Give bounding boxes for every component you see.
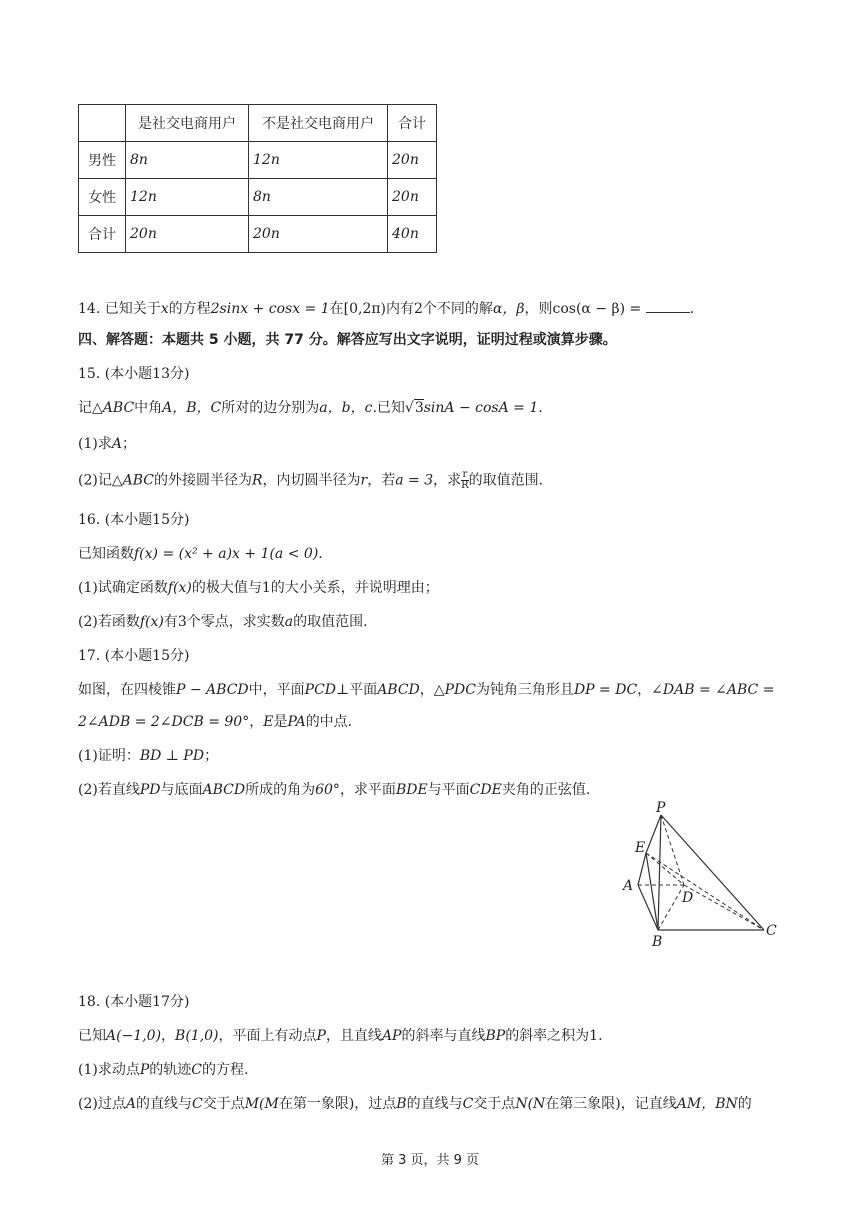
text: ，平面上有动点 (218, 1028, 317, 1044)
text: ，则 (524, 301, 553, 317)
text: 已知 (78, 1028, 106, 1044)
edge-BD (658, 885, 684, 930)
edge-PD (661, 815, 684, 885)
text: 的直线与 (135, 1096, 192, 1112)
math: N(N (515, 1096, 546, 1112)
table-row (79, 216, 437, 253)
math: ABCD (377, 682, 420, 698)
math: C (191, 1096, 203, 1112)
math: a (284, 614, 294, 630)
math: AP (381, 1028, 402, 1044)
math: B (396, 1096, 407, 1112)
math: sinA − cosA = 1 (423, 400, 539, 416)
text: 所对的边分别为 (221, 400, 320, 416)
table-cell: 8n (249, 179, 388, 216)
table-cell: 20n (388, 142, 437, 179)
text: 在第一象限)，过点 (278, 1096, 397, 1112)
text: ，且直线 (325, 1028, 382, 1044)
math: C (191, 1062, 202, 1078)
text: . (689, 301, 695, 317)
text: (1)求动点 (78, 1062, 140, 1078)
table-header-cell: 是社交电商用户 (126, 105, 249, 142)
text: . (538, 400, 543, 416)
math: a，b，c (319, 400, 373, 416)
table-cell: 20n (249, 216, 388, 253)
page-footer: 第 3 页，共 9 页 (380, 1153, 480, 1168)
math: DP = DC (573, 682, 638, 698)
math: A(−1,0) (106, 1028, 162, 1044)
question-17-part-2 (78, 780, 590, 800)
label-D: D (682, 890, 694, 906)
question-15-stem: 记△ABC中角A，B，C所对的边分别为a，b，c.已知√3sinA − cosA = 1. (78, 400, 543, 416)
text: 为钝角三角形且 (475, 682, 574, 698)
text: ，内切圆半径为 (262, 472, 361, 489)
fraction (461, 470, 469, 491)
question-15-header: 15. (本小题13分) (78, 366, 190, 382)
table-header-row (79, 105, 437, 142)
table-cell: 合计 (79, 216, 126, 253)
math: A (111, 436, 122, 452)
table-cell: 12n (126, 179, 249, 216)
edge-EA (638, 853, 646, 885)
math: AM，BN (676, 1096, 738, 1112)
text: 的取值范围. (293, 614, 368, 630)
math: P − ABCD (176, 682, 249, 698)
math: A (125, 1096, 136, 1112)
text: (2)记△ (78, 472, 123, 489)
math: ABCD (202, 782, 246, 798)
math: PCD (304, 682, 337, 698)
text: .已知 (372, 400, 405, 416)
math: ABC (102, 400, 135, 416)
math: R (251, 472, 263, 489)
math: 2∠ADB = 2∠DCB = 90° (78, 714, 250, 730)
fraction-numerator: r (462, 469, 468, 480)
text: 有3个零点，求实数 (163, 614, 285, 630)
table-row (79, 179, 437, 216)
math: CDE (469, 782, 502, 798)
text: 与底面 (160, 782, 203, 798)
label-B: B (652, 934, 663, 950)
text: ， (637, 682, 652, 698)
answer-blank[interactable] (646, 298, 690, 313)
math: C (462, 1096, 474, 1112)
text: 的方程 (168, 301, 211, 317)
label-A: A (623, 878, 634, 894)
text: 的外接圆半径为 (153, 472, 252, 489)
text: ， (161, 1028, 176, 1044)
text: 的方程. (201, 1062, 249, 1078)
pyramid-figure (618, 800, 788, 950)
question-17-part-1 (78, 746, 218, 766)
section-title: 四、解答题：本题共 5 小题，共 77 分。解答应写出文字说明，证明过程或演算步骤。 (78, 332, 617, 348)
question-15-part-2 (78, 470, 543, 491)
question-17-stem-line-1 (78, 680, 774, 700)
text: 的极大值与1的大小关系，并说明理由； (191, 580, 439, 596)
text: ⊥平面 (336, 682, 378, 698)
math: r (360, 472, 368, 489)
text: (1)求 (78, 436, 112, 452)
text: 夹角的正弦值. (501, 782, 591, 798)
question-17-stem-line-2 (78, 712, 352, 732)
edge-EB (646, 853, 658, 930)
table-cell: 12n (249, 142, 388, 179)
text: 交于点 (202, 1096, 245, 1112)
text: 的直线与 (406, 1096, 463, 1112)
text: (2)若直线 (78, 782, 140, 798)
math: E (263, 714, 274, 730)
stats-table (78, 104, 437, 253)
question-15-part-1 (78, 434, 136, 454)
question-number: 14. (78, 301, 101, 317)
text: ， (249, 714, 264, 730)
label-P: P (656, 800, 666, 816)
question-14 (78, 298, 694, 319)
question-18-part-2 (78, 1094, 752, 1114)
math: BD ⊥ PD (139, 748, 205, 764)
label-C: C (766, 923, 777, 939)
math: P (139, 1062, 150, 1078)
table-row (79, 142, 437, 179)
text: 的斜率之积为1. (505, 1028, 603, 1044)
text: ，求 (433, 472, 462, 489)
table-header-cell: 合计 (388, 105, 437, 142)
table-cell: 20n (126, 216, 249, 253)
text: 已知函数 (78, 546, 134, 562)
text: ； (204, 748, 219, 764)
table-cell: 女性 (79, 179, 126, 216)
text: . (318, 546, 323, 562)
text: 是 (273, 714, 288, 730)
text: ； (121, 436, 136, 452)
question-16-part-1 (78, 578, 439, 598)
math: f(x) (167, 580, 192, 596)
text: 的中点. (305, 714, 353, 730)
math: x (160, 301, 169, 317)
math: M(M (244, 1096, 279, 1112)
text: 在第三象限)，记直线 (545, 1096, 677, 1112)
math: f(x) = (x² + a)x + 1(a < 0) (134, 546, 319, 562)
text: 所成的角为 (245, 782, 316, 798)
math: α，β (492, 301, 525, 317)
math: cos(α − β) = (552, 301, 642, 317)
table-header-cell: 不是社交电商用户 (249, 105, 388, 142)
table-cell: 20n (388, 179, 437, 216)
text: 在 (329, 301, 344, 317)
table-cell: 8n (126, 142, 249, 179)
text: 的轨迹 (149, 1062, 192, 1078)
question-18-part-1 (78, 1060, 248, 1080)
text: 内有2个不同的解 (386, 301, 493, 317)
edge-DC (684, 885, 764, 930)
text: (2)若函数 (78, 614, 140, 630)
math: a = 3 (395, 472, 434, 489)
text: (2)过点 (78, 1096, 126, 1112)
math: ∠DAB = ∠ABC = (651, 682, 775, 698)
question-18-header: 18. (本小题17分) (78, 994, 190, 1010)
text: 中，平面 (248, 682, 305, 698)
text: 已知关于 (104, 301, 161, 317)
question-17-header: 17. (本小题15分) (78, 648, 190, 664)
math: B(1,0) (175, 1028, 219, 1044)
question-16-stem (78, 544, 323, 564)
fraction-denominator: R (461, 480, 469, 491)
text: 中角 (134, 400, 163, 416)
text: 如图，在四棱锥 (78, 682, 176, 698)
text: 的取值范围. (468, 472, 544, 489)
text: 的 (737, 1096, 752, 1112)
math: BP (485, 1028, 506, 1044)
text: (1)证明： (78, 748, 140, 764)
edge-PE (646, 815, 661, 853)
math: 2sinx + cosx = 1 (210, 301, 330, 317)
table-header-cell (79, 105, 126, 142)
text: 与平面 (427, 782, 470, 798)
text: 的斜率与直线 (401, 1028, 486, 1044)
text: 交于点 (473, 1096, 516, 1112)
math: ABC (122, 472, 154, 489)
math: 3 (414, 400, 424, 416)
question-16-part-2 (78, 612, 368, 632)
edge-PB (658, 815, 661, 930)
table-cell: 40n (388, 216, 437, 253)
text: 记△ (78, 400, 103, 416)
math: PA (287, 714, 306, 730)
question-18-stem (78, 1026, 603, 1046)
math: A，B，C (162, 400, 222, 416)
text: ，求平面 (339, 782, 396, 798)
label-E: E (635, 840, 646, 856)
math: P (316, 1028, 326, 1044)
math: PDC (444, 682, 476, 698)
math: [0,2π) (343, 301, 387, 317)
math: f(x) (139, 614, 164, 630)
text: ，△ (419, 682, 445, 698)
question-16-header: 16. (本小题15分) (78, 512, 190, 528)
math: PD (139, 782, 161, 798)
math: 60° (315, 782, 340, 798)
math: BDE (395, 782, 428, 798)
text: (1)试确定函数 (78, 580, 168, 596)
table-cell: 男性 (79, 142, 126, 179)
text: ，若 (367, 472, 396, 489)
